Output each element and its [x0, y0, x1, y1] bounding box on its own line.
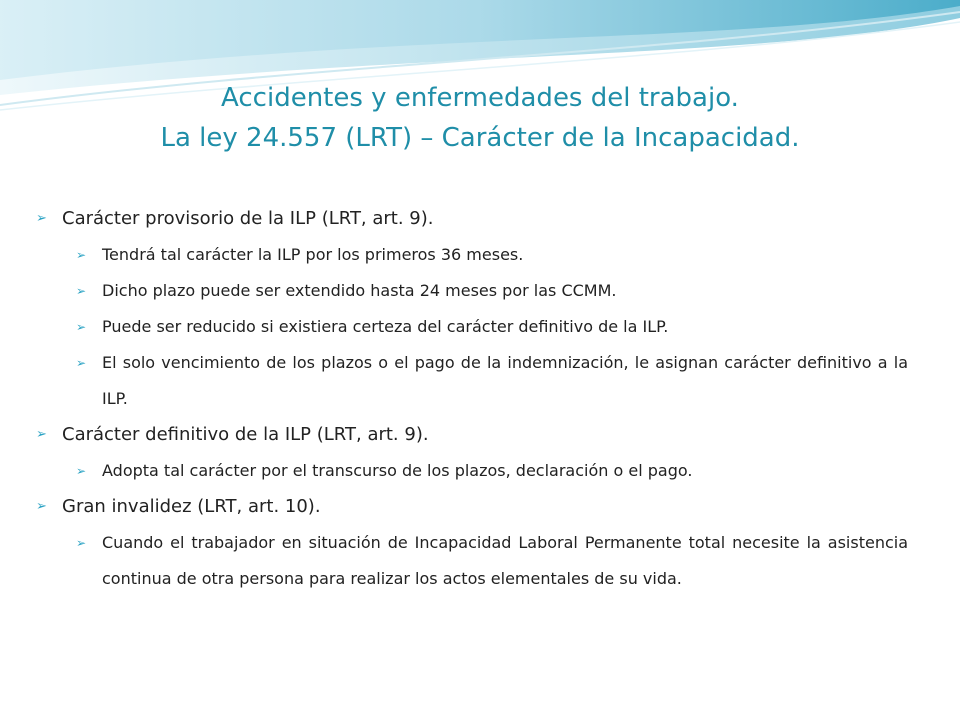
list-item-text: Gran invalidez (LRT, art. 10). — [62, 496, 321, 517]
list-item-text: Dicho plazo puede ser extendido hasta 24 meses por las CCMM. — [102, 281, 617, 300]
list-item — [76, 345, 908, 417]
bullet-list — [36, 201, 908, 597]
list-item-text: Puede ser reducido si existiera certeza del carácter definitivo de la ILP. — [102, 317, 669, 336]
arrowhead-bullet-icon: ➢ — [76, 536, 87, 550]
arrowhead-bullet-icon: ➢ — [36, 427, 47, 442]
list-item-text: Carácter definitivo de la ILP (LRT, art. 9). — [62, 424, 429, 445]
list-item-text: Adopta tal carácter por el transcurso de los plazos, declaración o el pago. — [102, 461, 693, 480]
arrowhead-bullet-icon: ➢ — [76, 284, 87, 298]
title-line-2: La ley 24.557 (LRT) – Carácter de la Incapacidad. — [160, 123, 800, 153]
list-item — [36, 201, 908, 237]
arrowhead-bullet-icon: ➢ — [76, 464, 87, 478]
list-item — [76, 237, 908, 273]
list-item-text: Cuando el trabajador en situación de Incapacidad Laboral Permanente total necesite la asistencia continua de otra persona para realizar los actos elementales de su vida. — [102, 533, 908, 588]
list-item — [36, 417, 908, 453]
list-item — [76, 273, 908, 309]
list-item-text: Carácter provisorio de la ILP (LRT, art. 9). — [62, 208, 434, 229]
list-item-text: El solo vencimiento de los plazos o el pago de la indemnización, le asignan carácter definitivo a la ILP. — [102, 353, 908, 408]
arrowhead-bullet-icon: ➢ — [76, 356, 87, 370]
list-item — [76, 453, 908, 489]
slide-title — [60, 78, 900, 158]
arrowhead-bullet-icon: ➢ — [76, 320, 87, 334]
arrowhead-bullet-icon: ➢ — [36, 211, 47, 226]
list-item-text: Tendrá tal carácter la ILP por los primeros 36 meses. — [102, 245, 524, 264]
title-line-1: Accidentes y enfermedades del trabajo. — [221, 83, 739, 113]
list-item — [76, 525, 908, 597]
arrowhead-bullet-icon: ➢ — [76, 248, 87, 262]
list-item — [76, 309, 908, 345]
arrowhead-bullet-icon: ➢ — [36, 499, 47, 514]
list-item — [36, 489, 908, 525]
